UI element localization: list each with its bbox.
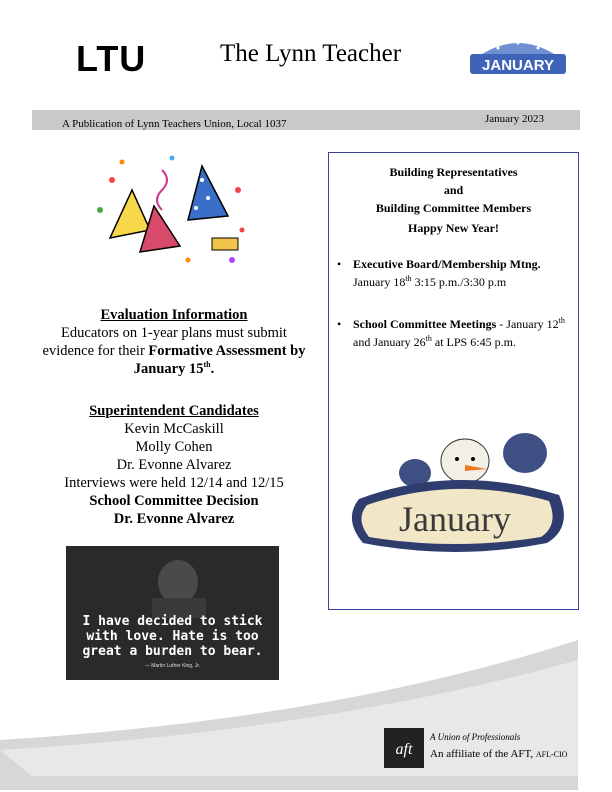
aft-logo-icon	[384, 728, 424, 768]
evaluation-section	[40, 306, 308, 378]
affiliate-line: An affiliate of the AFT, AFL-CIO	[430, 748, 568, 760]
building-reps-box	[328, 152, 579, 610]
evaluation-text: Educators on 1-year plans must submit evidence for their Formative Assessment by January 15th.	[42, 325, 306, 377]
decision-name: Dr. Evonne Alvarez	[113, 511, 235, 527]
list-item: • School Committee Meetings - January 12th and January 26th at LPS 6:45 p.m.	[337, 316, 565, 349]
issue-date: January 2023	[485, 113, 544, 125]
snowman-january-sign-image	[337, 415, 573, 565]
party-hats-clipart	[92, 150, 252, 272]
list-item: • Executive Board/Membership Mtng. January 18th 3:15 p.m./3:30 p.m	[337, 257, 541, 289]
box-heading: Building Representatives and Building Committee Members	[375, 165, 532, 215]
svg-text:aft: aft	[395, 741, 413, 758]
union-tagline: A Union of Professionals	[430, 732, 521, 742]
quote-attribution: — Martin Luther King, Jr.	[144, 663, 201, 669]
candidate-name: Dr. Evonne Alvarez	[116, 457, 232, 473]
quote-text: I have decided to stick with love. Hate is too great a burden to bear.	[82, 614, 263, 659]
decision-label: School Committee Decision	[89, 493, 259, 509]
candidate-name: Kevin McCaskill	[124, 421, 224, 437]
evaluation-heading: Evaluation Information	[100, 307, 248, 323]
svg-text:January: January	[399, 499, 511, 539]
svg-text:JANUARY: JANUARY	[482, 57, 554, 74]
publication-line: A Publication of Lynn Teachers Union, Local 1037	[62, 118, 287, 130]
superintendent-section	[40, 402, 308, 528]
january-badge-image	[468, 38, 568, 80]
candidate-name: Molly Cohen	[135, 439, 213, 455]
newsletter-title: The Lynn Teacher	[220, 40, 402, 67]
greeting: Happy New Year!	[408, 221, 499, 235]
ltu-logo: LTU	[76, 38, 147, 79]
interviews-note: Interviews were held 12/14 and 12/15	[64, 475, 284, 491]
superintendent-heading: Superintendent Candidates	[89, 403, 259, 419]
footer-swoosh	[0, 600, 612, 792]
